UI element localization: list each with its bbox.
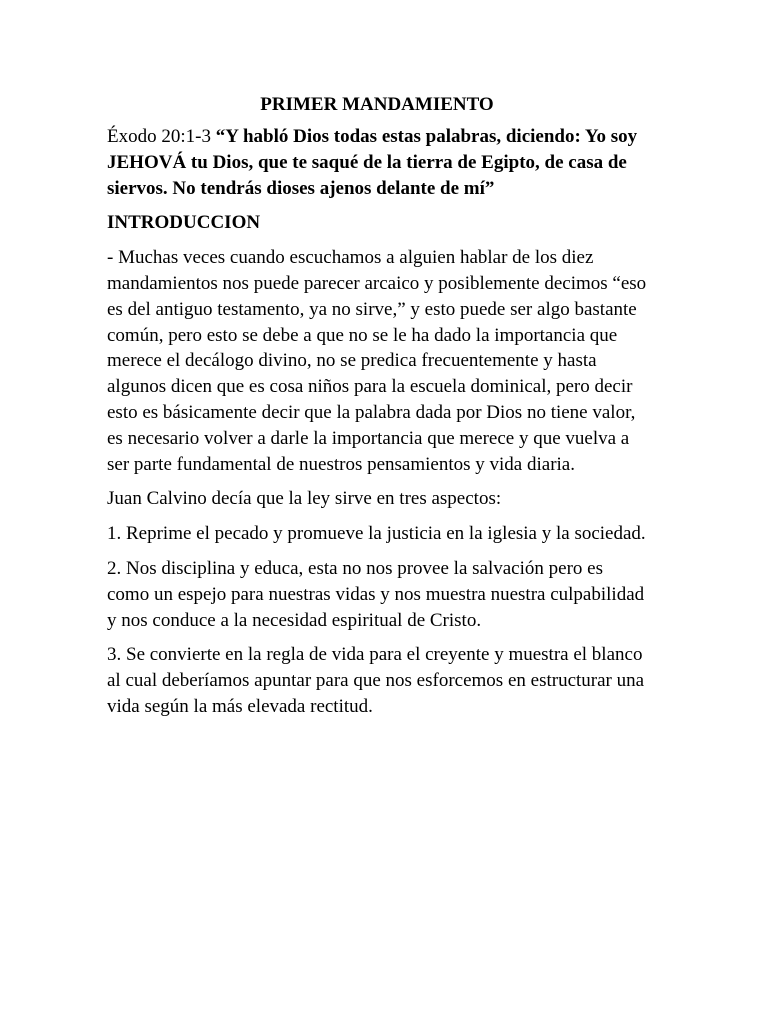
verse-quote: “Y habló Dios todas estas palabras, diciendo: Yo soy JEHOVÁ tu Dios, que te saqué de la tierra de Egipto, de casa de siervos. No tendrás dioses ajenos delante de mí” <box>107 126 638 199</box>
intro-paragraph: - Muchas veces cuando escuchamos a alguien hablar de los diez mandamientos nos puede parecer arcaico y posiblemente decimos “eso es del antiguo testamento, ya no sirve,” y esto puede ser algo bastante común, pero esto se debe a que no se le ha dado la importancia que merece el decálogo divino, no se predica frecuentemente y hasta algunos dicen que es cosa niños para la escuela dominical, pero decir esto es básicamente decir que la palabra dada por Dios no tiene valor, es necesario volver a darle la importancia que merece y que vuelva a ser parte fundamental de nuestros pensamientos y vida diaria. <box>107 247 647 475</box>
point-2: 2. Nos disciplina y educa, esta no nos provee la salvación pero es como un espejo para nuestras vidas y nos muestra nuestra culpabilidad y nos conduce a la necesidad espiritual de Cristo. <box>107 557 645 631</box>
calvin-intro: Juan Calvino decía que la ley sirve en tres aspectos: <box>107 488 502 510</box>
point-1: 1. Reprime el pecado y promueve la justicia en la iglesia y la sociedad. <box>107 523 646 545</box>
section-heading: INTRODUCCION <box>107 212 261 234</box>
document-page <box>107 92 647 729</box>
point-3: 3. Se convierte en la regla de vida para el creyente y muestra el blanco al cual deberíamos apuntar para que nos esforcemos en estructurar una vida según la más elevada rectitud. <box>107 644 645 717</box>
verse-reference: Éxodo 20:1-3 <box>107 126 216 147</box>
document-title: PRIMER MANDAMIENTO <box>260 94 494 115</box>
verse-paragraph <box>107 124 647 201</box>
